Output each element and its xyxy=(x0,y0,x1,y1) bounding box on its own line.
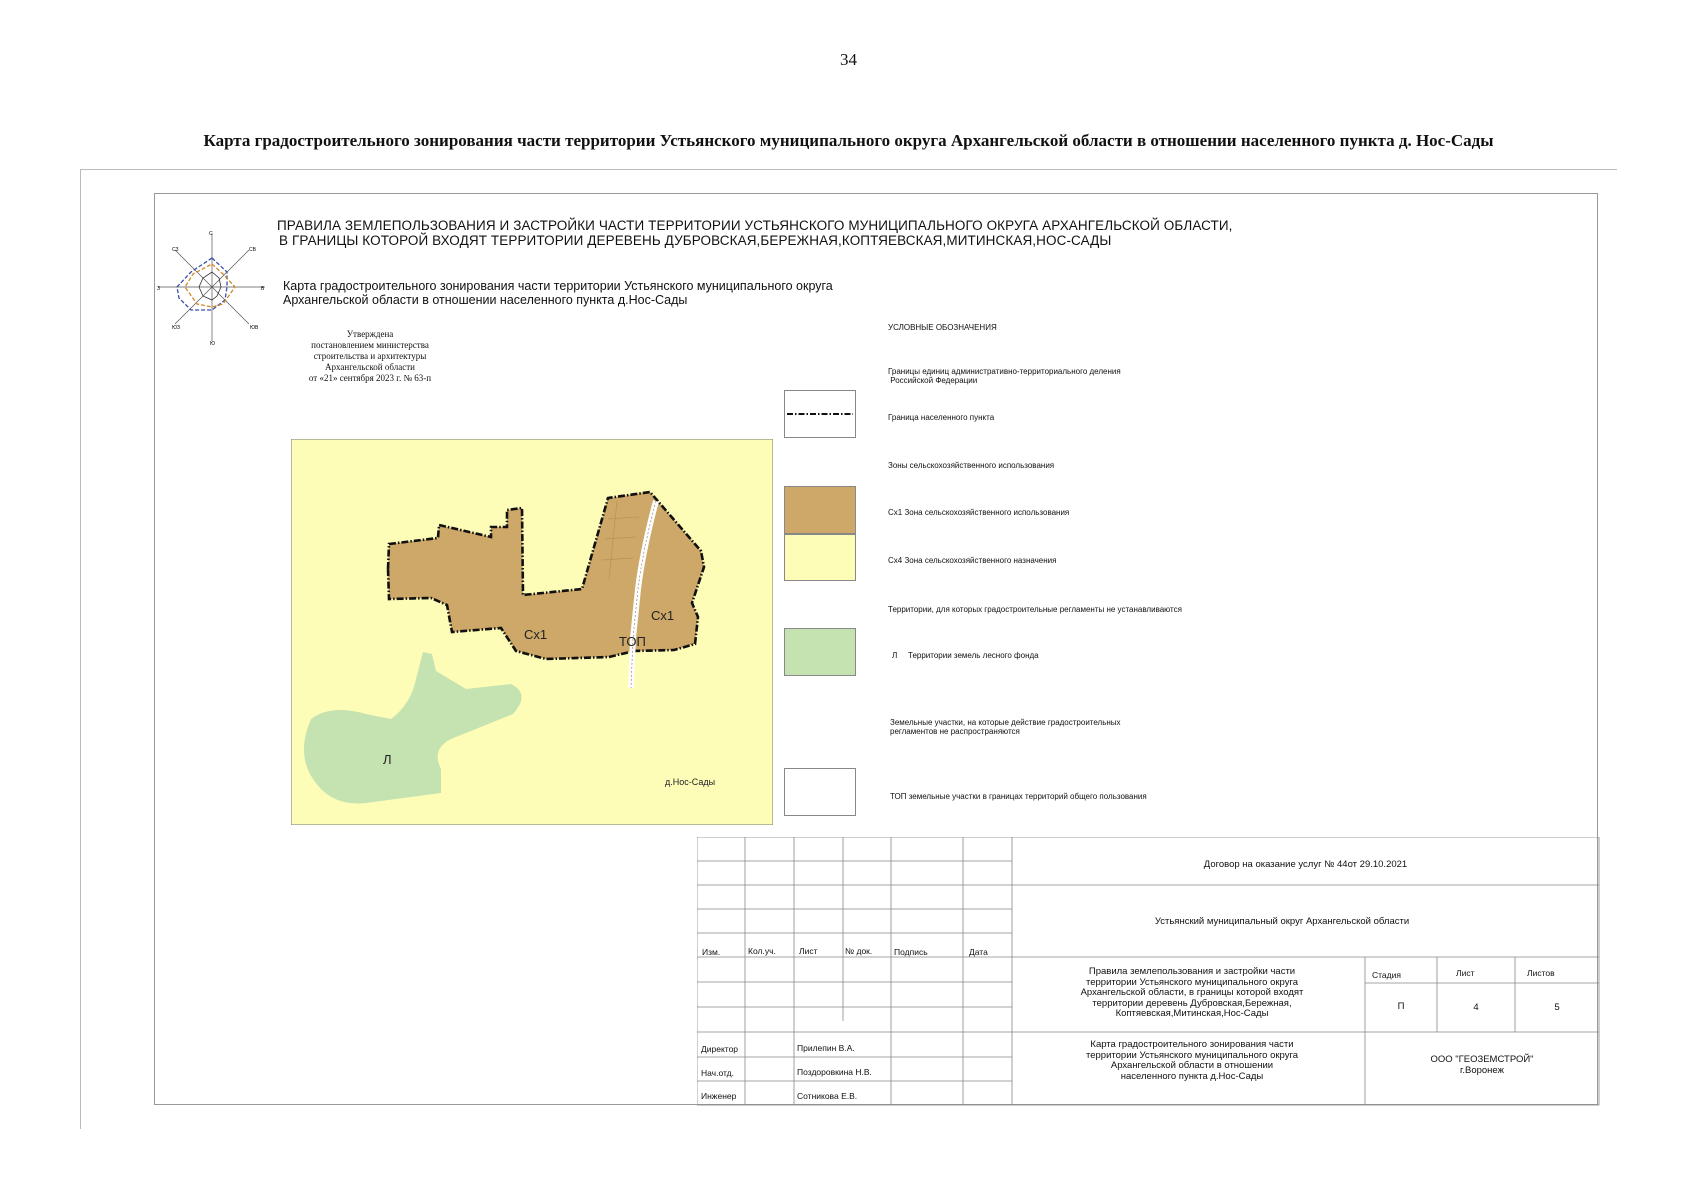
legend-title: УСЛОВНЫЕ ОБОЗНАЧЕНИЯ xyxy=(888,323,997,332)
stamp-name-director: Прилепин В.А. xyxy=(797,1043,855,1053)
legend-settlement-border-swatch xyxy=(784,390,856,438)
stamp-sheet-title-line: территории Устьянского муниципального округа xyxy=(1085,1049,1298,1061)
stamp-sheet-label: Лист xyxy=(1456,968,1475,978)
wind-label-s: Ю xyxy=(210,341,216,346)
stamp-sheet-value: 4 xyxy=(1473,1002,1479,1013)
stamp-role-head: Нач.отд. xyxy=(701,1068,734,1078)
stamp-contract: Договор на оказание услуг № 44от 29.10.2021 xyxy=(1203,859,1408,870)
wind-label-n: С xyxy=(209,231,213,237)
wind-rose-icon xyxy=(155,228,265,346)
stamp-city: г.Воронеж xyxy=(1460,1065,1504,1076)
approval-line: Архангельской области xyxy=(325,362,415,372)
stamp-name-head: Поздоровкина Н.В. xyxy=(797,1067,872,1077)
legend-forest-code: Л xyxy=(892,651,898,660)
wind-label-w: З xyxy=(157,286,161,292)
stamp-project-line: Правила землепользования и застройки части xyxy=(1088,966,1296,977)
stamp-district: Устьянский муниципальный округ Архангельской области xyxy=(1154,916,1410,927)
stamp-header-list: Лист xyxy=(799,946,818,956)
stamp-header-ndoc: № док. xyxy=(845,946,873,956)
sheet-heading-line2: В ГРАНИЦЫ КОТОРОЙ ВХОДЯТ ТЕРРИТОРИИ ДЕРЕВЕНЬ ДУБРОВСКАЯ,БЕРЕЖНАЯ,КОПТЯЕВСКАЯ,МИТИНСКАЯ,НОС-САДЫ xyxy=(279,233,1112,248)
legend-cx1-swatch xyxy=(784,486,856,534)
approval-line: строительства и архитектуры xyxy=(313,351,427,361)
legend-cx4-swatch xyxy=(784,534,856,581)
legend-top: ТОП земельные участки в границах территорий общего пользования xyxy=(890,792,1147,801)
stamp-project-line: территории деревень Дубровская,Бережная, xyxy=(1092,997,1292,1009)
stamp-header-izm: Изм. xyxy=(702,947,721,957)
zoning-map xyxy=(291,439,773,825)
stamp-header-podpis: Подпись xyxy=(894,947,928,957)
stamp-stage-label: Стадия xyxy=(1372,970,1401,980)
stamp-role-director: Директор xyxy=(701,1044,739,1054)
stamp-sheet-title-line: населенного пункта д.Нос-Сады xyxy=(1120,1070,1264,1082)
frame-top-line xyxy=(80,169,1617,170)
wind-label-nw: СЗ xyxy=(172,247,179,253)
approval-line: от «21» сентября 2023 г. № 63-п xyxy=(308,373,432,383)
wind-label-ne: СВ xyxy=(249,247,256,253)
wind-label-se: ЮВ xyxy=(250,325,259,331)
legend-cx4: Сх4 Зона сельскохозяйственного назначения xyxy=(888,556,1057,565)
label-top: ТОП xyxy=(619,634,646,649)
legend-forest: Территории земель лесного фонда xyxy=(908,651,1039,660)
document-title: Карта градостроительного зонирования части территории Устьянского муниципального округа Архангельской области в отношении населенного пункта д. Нос-Сады xyxy=(203,131,1494,150)
stamp-name-engineer: Сотникова Е.В. xyxy=(797,1091,858,1101)
legend-plots-line2: регламентов не распространяются xyxy=(890,727,1020,736)
stamp-project-line: территории Устьянского муниципального округа xyxy=(1085,976,1298,988)
approval-line: Утверждена xyxy=(346,329,394,339)
sheet-subheading-line1: Карта градостроительного зонирования части территории Устьянского муниципального округа xyxy=(283,279,833,293)
page-number: 34 xyxy=(840,50,857,69)
stamp-project-line: Архангельской области, в границы которой входят xyxy=(1080,987,1304,998)
stamp-header-data: Дата xyxy=(969,947,988,957)
legend-cx1: Сх1 Зона сельскохозяйственного использования xyxy=(888,508,1070,517)
sheet-heading-line1: ПРАВИЛА ЗЕМЛЕПОЛЬЗОВАНИЯ И ЗАСТРОЙКИ ЧАСТИ ТЕРРИТОРИИ УСТЬЯНСКОГО МУНИЦИПАЛЬНОГО ОКРУГА АРХАНГЕЛЬСКОЙ ОБЛАСТИ, xyxy=(277,218,1233,233)
legend-settlement-border: Граница населенного пункта xyxy=(888,413,995,422)
stamp-sheet-title xyxy=(1042,1040,1342,1082)
stamp-sheet-title-line: Архангельской области в отношении xyxy=(1110,1060,1274,1071)
stamp-project-line: Коптяевская,Митинская,Нос-Сады xyxy=(1115,1008,1269,1019)
legend-top-swatch xyxy=(784,768,856,816)
legend-admin-border-line2: Российской Федерации xyxy=(888,376,978,385)
stamp-sheets-label: Листов xyxy=(1527,968,1555,978)
label-cx1-left: Сх1 xyxy=(524,627,548,642)
approval-note xyxy=(290,329,450,384)
label-cx1-right: Сх1 xyxy=(651,608,675,623)
stamp-sheets-value: 5 xyxy=(1554,1002,1560,1013)
stamp-project-title xyxy=(1042,967,1342,1020)
legend-agri-header: Зоны сельскохозяйственного использования xyxy=(888,461,1055,470)
label-forest: Л xyxy=(383,752,392,767)
approval-line: постановлением министерства xyxy=(311,340,429,350)
label-settlement: д.Нос-Сады xyxy=(665,777,716,787)
frame-left-line xyxy=(80,169,81,1129)
settlement-border-icon xyxy=(785,391,855,437)
legend-plots-line1: Земельные участки, на которые действие градостроительных xyxy=(890,718,1121,727)
stamp-header-kol: Кол.уч. xyxy=(748,946,776,956)
wind-label-sw: ЮЗ xyxy=(172,325,181,331)
stamp-role-engineer: Инженер xyxy=(701,1091,737,1101)
stamp-sheet-title-line: Карта градостроительного зонирования части xyxy=(1090,1039,1294,1050)
legend-forest-swatch xyxy=(784,628,856,676)
stamp-company: ООО "ГЕОЗЕМСТРОЙ" xyxy=(1430,1054,1534,1065)
wind-label-e: В xyxy=(261,286,265,292)
legend-no-regs-header: Территории, для которых градостроительные регламенты не устанавливаются xyxy=(888,605,1182,614)
legend-admin-border-line1: Границы единиц административно-территориального деления xyxy=(888,367,1121,376)
sheet-subheading-line2: Архангельской области в отношении населенного пункта д.Нос-Сады xyxy=(283,293,688,307)
stamp-stage-value: П xyxy=(1397,1001,1405,1012)
